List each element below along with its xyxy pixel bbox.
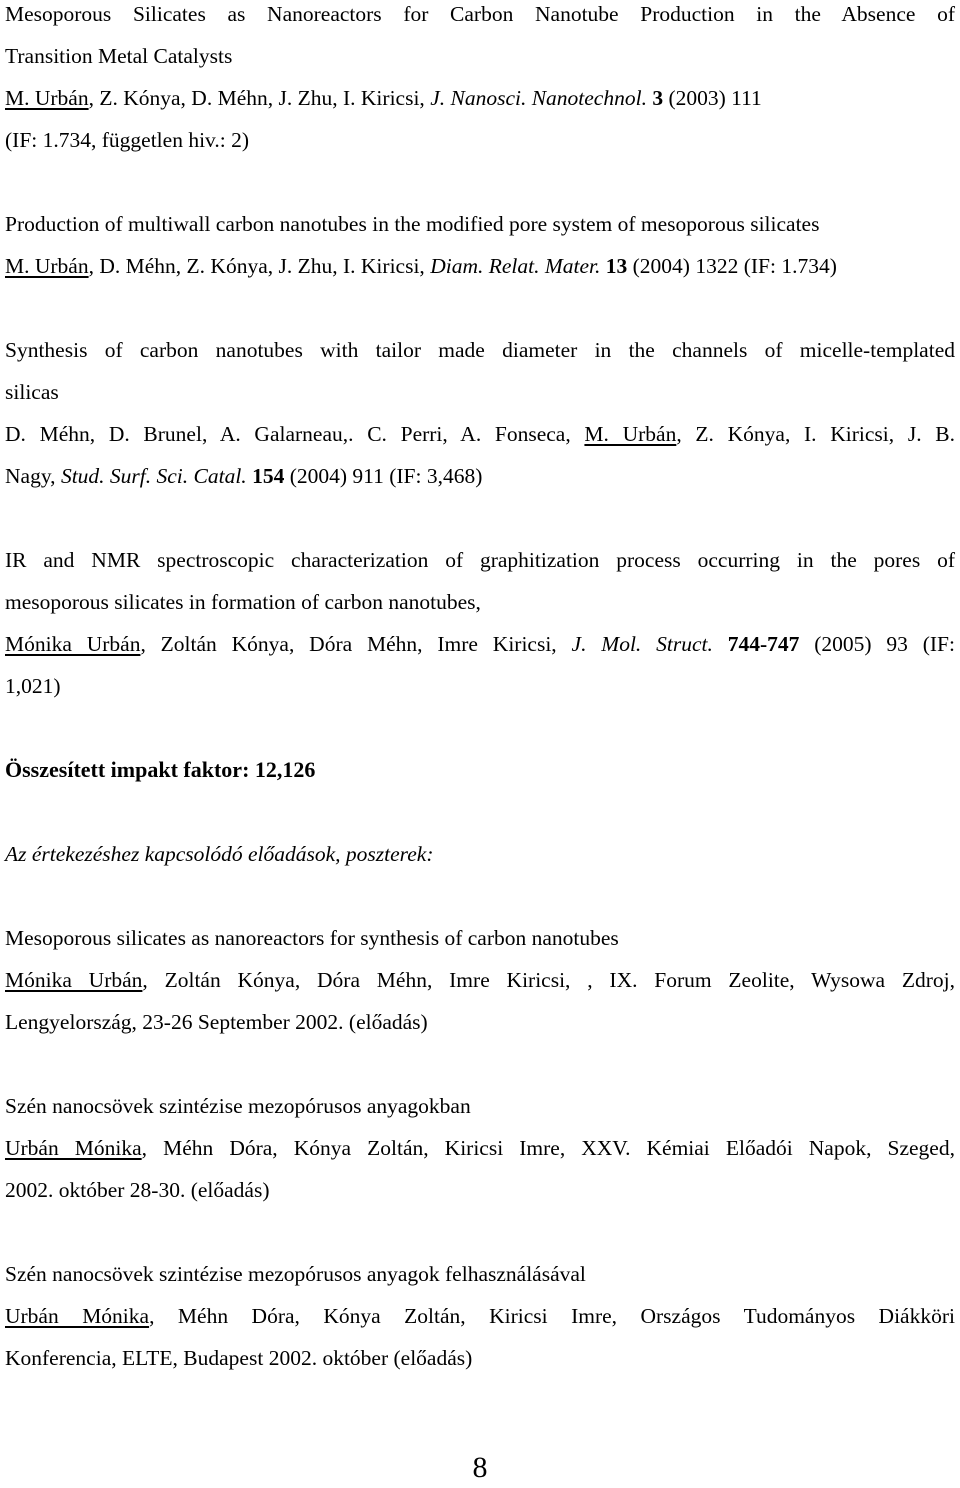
journal-name: Diam. Relat. Mater. xyxy=(430,254,601,278)
talk-details: Urbán Mónika, Méhn Dóra, Kónya Zoltán, Kiricsi Imre, XXV. Kémiai Előadói Napok, Szeged, xyxy=(5,1136,955,1160)
journal-name: J. Nanosci. Nanotechnol. xyxy=(430,86,647,110)
publication-citation-cont: 1,021) xyxy=(5,674,61,698)
highlighted-author: M. Urbán xyxy=(5,86,89,110)
publication-entry xyxy=(5,539,955,707)
presenter: Mónika Urbán xyxy=(5,968,143,992)
publication-title: Mesoporous Silicates as Nanoreactors for Carbon Nanotube Production in the Absence of xyxy=(5,2,955,26)
highlighted-author: Mónika Urbán xyxy=(5,632,141,656)
publication-entry xyxy=(5,0,955,161)
talk-title: Szén nanocsövek szintézise mezopórusos anyagok felhasználásával xyxy=(5,1262,586,1286)
publication-authors: D. Méhn, D. Brunel, A. Galarneau,. C. Perri, A. Fonseca, M. Urbán, Z. Kónya, I. Kiricsi, J. B. xyxy=(5,422,955,446)
talk-title: Mesoporous silicates as nanoreactors for synthesis of carbon nanotubes xyxy=(5,926,619,950)
talk-details: Urbán Mónika, Méhn Dóra, Kónya Zoltán, Kiricsi Imre, Országos Tudományos Diákköri xyxy=(5,1304,955,1328)
talk-details-cont: Konferencia, ELTE, Budapest 2002. október (előadás) xyxy=(5,1346,473,1370)
publication-citation: M. Urbán, Z. Kónya, D. Méhn, J. Zhu, I. Kiricsi, J. Nanosci. Nanotechnol. 3 (2003) 111 xyxy=(5,86,762,110)
page-number: 8 xyxy=(472,1451,488,1484)
publication-entry xyxy=(5,329,955,497)
journal-volume: 13 xyxy=(605,254,628,278)
publication-citation: Mónika Urbán, Zoltán Kónya, Dóra Méhn, Imre Kiricsi, J. Mol. Struct. 744-747 (2005) 93 (IF: xyxy=(5,632,955,656)
talk-entry xyxy=(5,1253,955,1379)
impact-factor: (IF: 1.734, független hiv.: 2) xyxy=(5,128,250,152)
section-heading: Az értekezéshez kapcsolódó előadások, poszterek: xyxy=(5,842,434,866)
highlighted-author: M. Urbán xyxy=(5,254,89,278)
journal-name: Stud. Surf. Sci. Catal. xyxy=(60,464,247,488)
publication-entry xyxy=(5,203,955,287)
talk-details-cont: 2002. október 28-30. (előadás) xyxy=(5,1178,270,1202)
publication-citation: M. Urbán, D. Méhn, Z. Kónya, J. Zhu, I. Kiricsi, Diam. Relat. Mater. 13 (2004) 1322 (IF: 1.734) xyxy=(5,254,837,278)
highlighted-author: M. Urbán xyxy=(584,422,677,446)
publication-title: Production of multiwall carbon nanotubes in the modified pore system of mesoporous silicates xyxy=(5,212,820,236)
publication-title: IR and NMR spectroscopic characterization of graphitization process occurring in the pores of xyxy=(5,548,955,572)
publication-citation: Nagy, Stud. Surf. Sci. Catal. 154 (2004) 911 (IF: 3,468) xyxy=(5,464,483,488)
document-page xyxy=(5,0,955,1379)
journal-volume: 154 xyxy=(252,464,285,488)
talk-entry xyxy=(5,1085,955,1211)
presenter: Urbán Mónika xyxy=(5,1136,142,1160)
journal-volume: 744-747 xyxy=(727,632,800,656)
journal-volume: 3 xyxy=(652,86,664,110)
journal-name: J. Mol. Struct. xyxy=(571,632,713,656)
impact-total: Összesített impakt faktor: 12,126 xyxy=(5,757,316,782)
publication-title-cont: silicas xyxy=(5,380,59,404)
talk-title: Szén nanocsövek szintézise mezopórusos anyagokban xyxy=(5,1094,471,1118)
talk-entry xyxy=(5,917,955,1043)
talk-details: Mónika Urbán, Zoltán Kónya, Dóra Méhn, Imre Kiricsi, , IX. Forum Zeolite, Wysowa Zdroj, xyxy=(5,968,955,992)
publication-title: Synthesis of carbon nanotubes with tailor made diameter in the channels of micelle-templated xyxy=(5,338,955,362)
publication-title-cont: mesoporous silicates in formation of carbon nanotubes, xyxy=(5,590,481,614)
talk-details-cont: Lengyelország, 23-26 September 2002. (előadás) xyxy=(5,1010,428,1034)
presenter: Urbán Mónika xyxy=(5,1304,150,1328)
publication-title-cont: Transition Metal Catalysts xyxy=(5,44,233,68)
